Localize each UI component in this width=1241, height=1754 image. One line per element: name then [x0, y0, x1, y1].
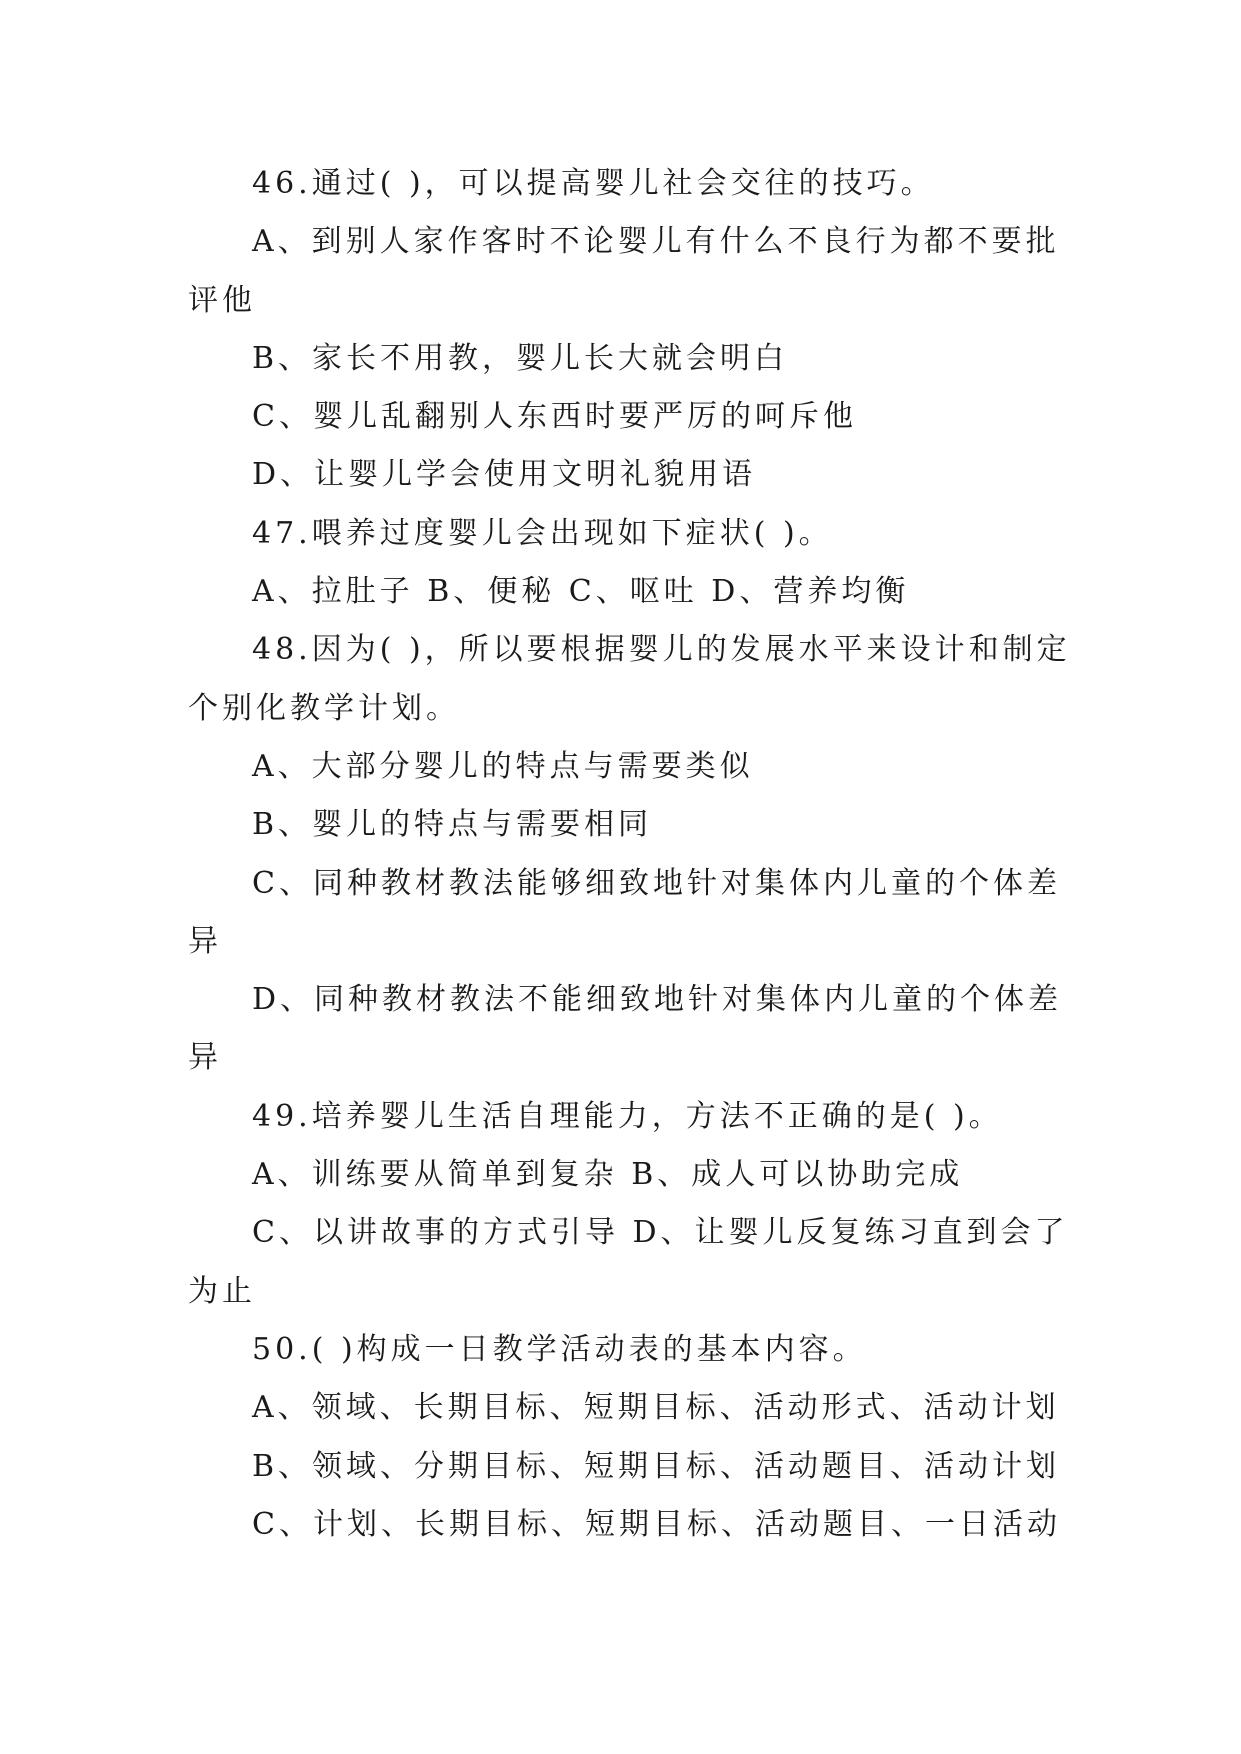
question-48-stem-continued: 个别化教学计划。: [188, 690, 460, 726]
question-49-stem: 49.培养婴儿生活自理能力，方法不正确的是( )。: [252, 1098, 1003, 1134]
question-46-option-a: A、到别人家作客时不论婴儿有什么不良行为都不要批: [252, 224, 1060, 260]
question-48-option-d-continued: 异: [188, 1040, 222, 1076]
question-46-option-a-continued: 评他: [188, 282, 256, 318]
question-50-option-c: C、计划、长期目标、短期目标、活动题目、一日活动: [252, 1506, 1061, 1542]
question-50-option-b: B、领域、分期目标、短期目标、活动题目、活动计划: [252, 1448, 1061, 1484]
question-46-option-d: D、让婴儿学会使用文明礼貌用语: [252, 457, 757, 493]
question-48-option-d: D、同种教材教法不能细致地针对集体内儿童的个体差: [252, 982, 1063, 1018]
document-body: [188, 155, 1071, 1554]
question-49-options-ab: A、训练要从简单到复杂 B、成人可以协助完成: [252, 1157, 964, 1193]
question-48-option-c: C、同种教材教法能够细致地针对集体内儿童的个体差: [252, 865, 1061, 901]
question-47-stem: 47.喂养过度婴儿会出现如下症状( )。: [252, 515, 833, 551]
question-47-options: A、拉肚子 B、便秘 C、呕吐 D、营养均衡: [252, 574, 910, 610]
question-50-stem: 50.( )构成一日教学活动表的基本内容。: [252, 1331, 867, 1367]
question-48-option-b: B、婴儿的特点与需要相同: [252, 807, 653, 843]
question-48-option-a: A、大部分婴儿的特点与需要类似: [252, 748, 754, 784]
question-46-option-c: C、婴儿乱翻别人东西时要严厉的呵斥他: [252, 399, 857, 435]
question-46-option-b: B、家长不用教，婴儿长大就会明白: [252, 340, 789, 376]
question-48-option-c-continued: 异: [188, 923, 222, 959]
question-46-stem: 46.通过( )，可以提高婴儿社会交往的技巧。: [252, 166, 935, 201]
question-49-options-cd-continued: 为止: [188, 1273, 256, 1309]
question-50-option-a: A、领域、长期目标、短期目标、活动形式、活动计划: [252, 1390, 1060, 1426]
question-49-options-cd: C、以讲故事的方式引导 D、让婴儿反复练习直到会了: [252, 1215, 1069, 1251]
question-48-stem: 48.因为( )，所以要根据婴儿的发展水平来设计和制定: [252, 632, 1071, 668]
